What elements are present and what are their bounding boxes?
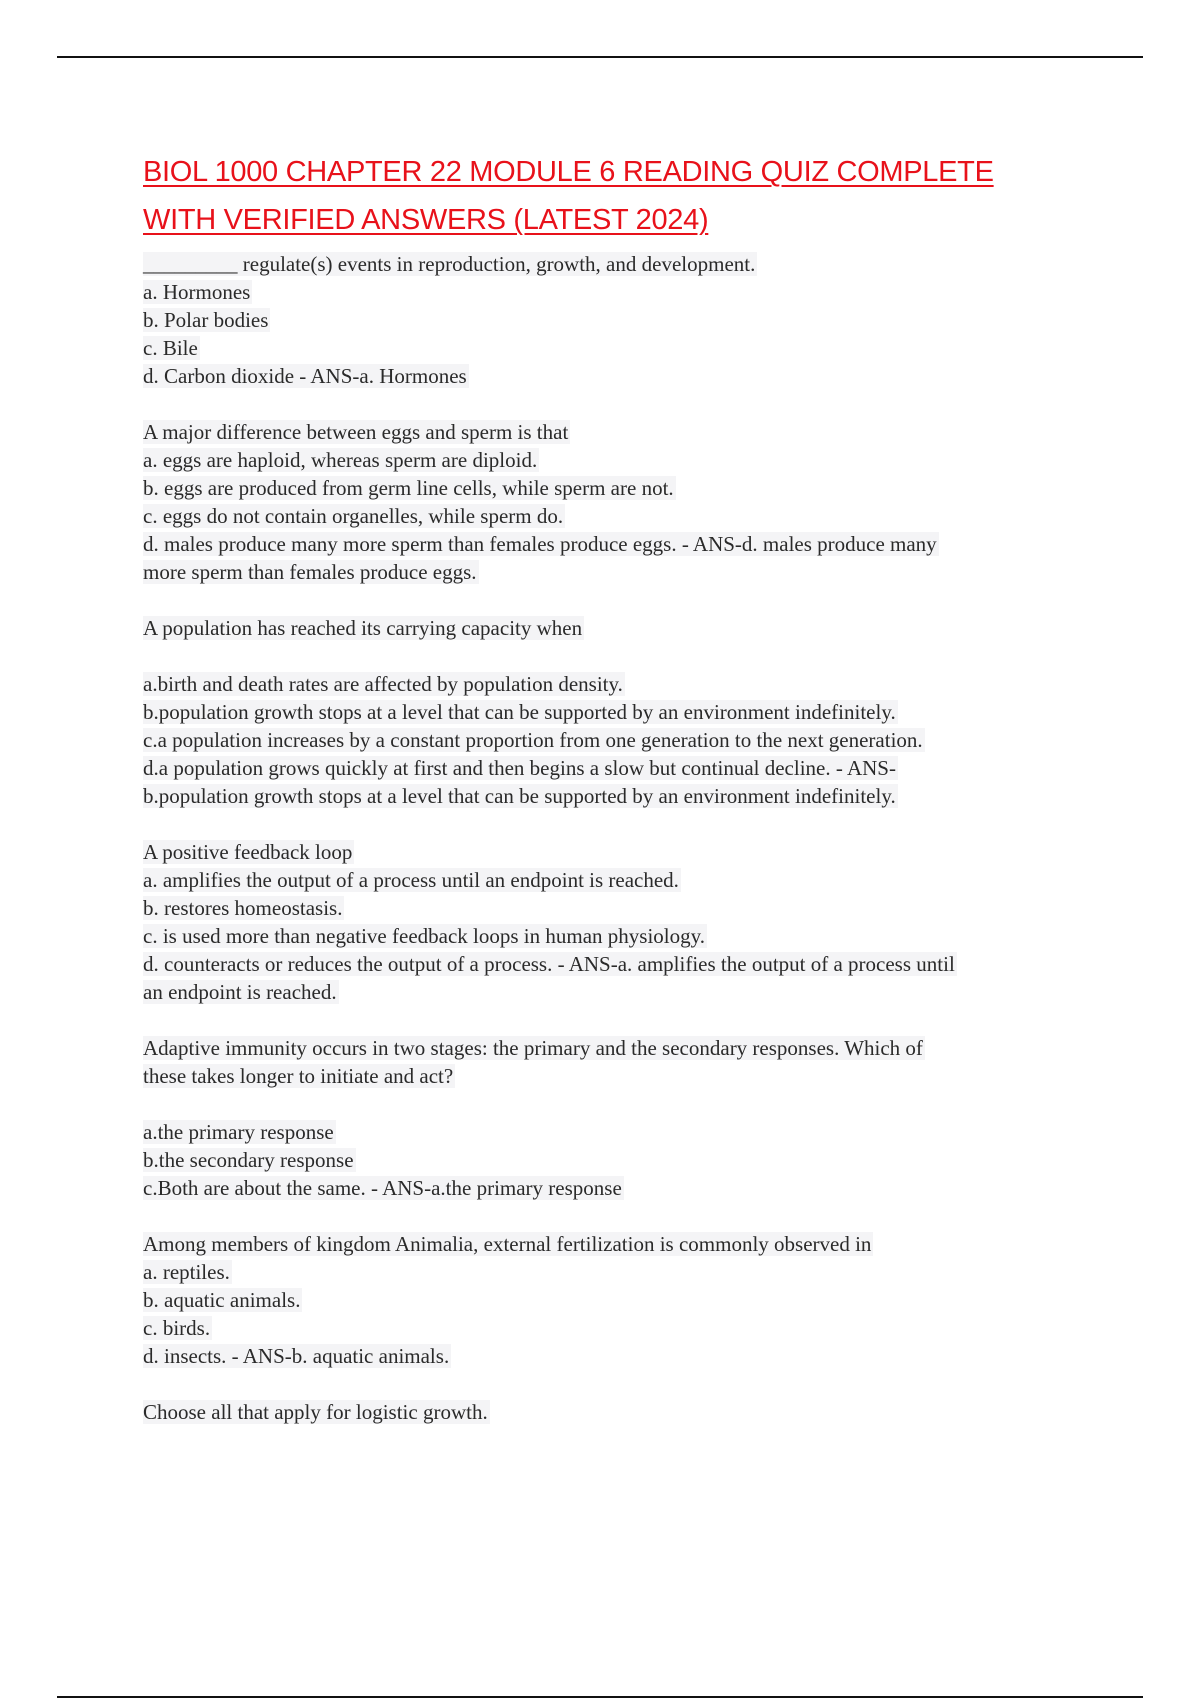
question-block xyxy=(143,1034,1103,1202)
answer-option: a.the primary response xyxy=(143,1120,334,1144)
question-stem: Adaptive immunity occurs in two stages: the primary and the secondary responses. Which of xyxy=(143,1036,923,1060)
blank-line xyxy=(143,642,1103,670)
question-block xyxy=(143,1230,1103,1370)
question-stem: these takes longer to initiate and act? xyxy=(143,1064,454,1088)
blank-line xyxy=(143,1090,1103,1118)
footer-rule xyxy=(57,1696,1143,1698)
answer-option: c.Both are about the same. - ANS-a.the primary response xyxy=(143,1176,622,1200)
answer-option: a. amplifies the output of a process until an endpoint is reached. xyxy=(143,868,679,892)
title-line: WITH VERIFIED ANSWERS (LATEST 2024) xyxy=(143,204,709,236)
answer-option: c. Bile xyxy=(143,336,198,360)
answer-option: b. Polar bodies xyxy=(143,308,269,332)
document-title xyxy=(143,148,1103,244)
answer-option: b. aquatic animals. xyxy=(143,1288,301,1312)
answer-option: d. males produce many more sperm than females produce eggs. - ANS-d. males produce many xyxy=(143,532,937,556)
page-content xyxy=(143,148,1103,1454)
answer-option: b.the secondary response xyxy=(143,1148,354,1172)
answer-option: an endpoint is reached. xyxy=(143,980,337,1004)
answer-option: d.a population grows quickly at first and then begins a slow but continual decline. - ANS- xyxy=(143,756,896,780)
answer-option: b. restores homeostasis. xyxy=(143,896,343,920)
question-stem: _________ regulate(s) events in reproduction, growth, and development. xyxy=(143,252,756,276)
answer-option: c. is used more than negative feedback loops in human physiology. xyxy=(143,924,706,948)
title-line: BIOL 1000 CHAPTER 22 MODULE 6 READING QUIZ COMPLETE xyxy=(143,156,994,188)
answer-option: a. Hormones xyxy=(143,280,251,304)
answer-option: c. eggs do not contain organelles, while sperm do. xyxy=(143,504,564,528)
question-stem: A major difference between eggs and sperm is that xyxy=(143,420,569,444)
question-stem: A positive feedback loop xyxy=(143,840,353,864)
question-block xyxy=(143,250,1103,390)
question-block xyxy=(143,838,1103,1006)
answer-option: b. eggs are produced from germ line cells, while sperm are not. xyxy=(143,476,674,500)
answer-option: b.population growth stops at a level that can be supported by an environment indefinitely. xyxy=(143,700,896,724)
answer-option: b.population growth stops at a level that can be supported by an environment indefinitely. xyxy=(143,784,896,808)
answer-option: d. insects. - ANS-b. aquatic animals. xyxy=(143,1344,450,1368)
question-stem: Among members of kingdom Animalia, external fertilization is commonly observed in xyxy=(143,1232,872,1256)
answer-option: d. counteracts or reduces the output of a process. - ANS-a. amplifies the output of a process until xyxy=(143,952,955,976)
answer-option: c.a population increases by a constant proportion from one generation to the next generation. xyxy=(143,728,923,752)
question-block xyxy=(143,418,1103,586)
answer-option: d. Carbon dioxide - ANS-a. Hormones xyxy=(143,364,467,388)
question-stem: Choose all that apply for logistic growth. xyxy=(143,1400,488,1424)
answer-option: a. eggs are haploid, whereas sperm are diploid. xyxy=(143,448,538,472)
answer-option: a.birth and death rates are affected by population density. xyxy=(143,672,623,696)
question-stem: A population has reached its carrying capacity when xyxy=(143,616,583,640)
answer-option: a. reptiles. xyxy=(143,1260,230,1284)
answer-option: more sperm than females produce eggs. xyxy=(143,560,477,584)
question-block xyxy=(143,614,1103,810)
answer-option: c. birds. xyxy=(143,1316,211,1340)
header-rule xyxy=(57,56,1143,58)
question-block xyxy=(143,1398,1103,1426)
